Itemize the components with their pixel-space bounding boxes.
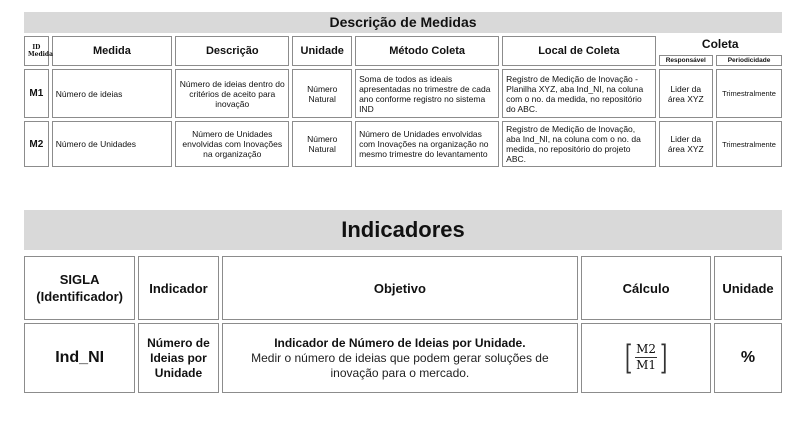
row-periodicidade: Trimestralmente bbox=[716, 69, 782, 118]
header-sigla: SIGLA (Identificador) bbox=[24, 256, 135, 320]
row-descricao: Número de Unidades envolvidas com Inovações na organização bbox=[175, 121, 289, 167]
row-medida: Número de Unidades bbox=[52, 121, 172, 167]
row-objetivo bbox=[222, 323, 579, 393]
table-row bbox=[24, 69, 782, 118]
header-periodicidade: Periodicidade bbox=[716, 55, 782, 66]
medidas-table bbox=[21, 33, 785, 170]
row-indicador: Número de Ideias por Unidade bbox=[138, 323, 218, 393]
calculo-formula bbox=[622, 337, 670, 378]
header-descricao: Descrição bbox=[175, 36, 289, 66]
row-sigla: Ind_NI bbox=[24, 323, 135, 393]
formula-denominator: M1 bbox=[636, 358, 657, 373]
medidas-section bbox=[24, 12, 782, 170]
row-periodicidade: Trimestralmente bbox=[716, 121, 782, 167]
row-metodo: Soma de todos as ideais apresentadas no trimestre de cada ano conforme registro no sistema IND bbox=[355, 69, 499, 118]
formula-numerator: M2 bbox=[636, 342, 657, 357]
header-unidade: Unidade bbox=[714, 256, 782, 320]
table-row bbox=[24, 323, 782, 393]
objetivo-title: Indicador de Número de Ideias por Unidade. bbox=[274, 335, 526, 350]
row-descricao: Número de ideias dentro do critérios de aceito para inovação bbox=[175, 69, 289, 118]
indicadores-table bbox=[21, 253, 785, 396]
row-unidade: Número Natural bbox=[292, 69, 352, 118]
row-unidade: Número Natural bbox=[292, 121, 352, 167]
header-indicador: Indicador bbox=[138, 256, 218, 320]
left-bracket-icon: [ bbox=[624, 337, 633, 378]
header-calculo: Cálculo bbox=[581, 256, 711, 320]
row-calculo bbox=[581, 323, 711, 393]
indicadores-title: Indicadores bbox=[24, 210, 782, 250]
header-responsavel: Responsável bbox=[659, 55, 714, 66]
header-coleta: Coleta bbox=[701, 37, 739, 51]
header-id-medida: ID Medida bbox=[24, 36, 49, 66]
row-responsavel: Lider da área XYZ bbox=[659, 69, 714, 118]
header-objetivo: Objetivo bbox=[222, 256, 579, 320]
row-local: Registro de Medição de Inovação, aba Ind_NI, na coluna com o no. da medida, no repositório do projeto ABC. bbox=[502, 121, 655, 167]
row-medida: Número de ideias bbox=[52, 69, 172, 118]
row-responsavel: Lider da área XYZ bbox=[659, 121, 714, 167]
header-unidade: Unidade bbox=[292, 36, 352, 66]
row-metodo: Número de Unidades envolvidas com Inovações na organização no mesmo trimestre do levantamento bbox=[355, 121, 499, 167]
right-bracket-icon: ] bbox=[660, 337, 668, 378]
row-unidade: % bbox=[714, 323, 782, 393]
row-id: M2 bbox=[24, 121, 49, 167]
table-row bbox=[24, 121, 782, 167]
row-id: M1 bbox=[24, 69, 49, 118]
row-local: Registro de Medição de Inovação - Planilha XYZ, aba Ind_NI, na coluna com o no. da medida, no repositório do ABC. bbox=[502, 69, 655, 118]
header-metodo-coleta: Método Coleta bbox=[355, 36, 499, 66]
objetivo-description: Medir o número de ideias que podem gerar soluções de inovação para o mercado. bbox=[251, 350, 549, 380]
header-medida: Medida bbox=[52, 36, 172, 66]
medidas-title: Descrição de Medidas bbox=[24, 12, 782, 33]
header-local-coleta: Local de Coleta bbox=[502, 36, 655, 66]
